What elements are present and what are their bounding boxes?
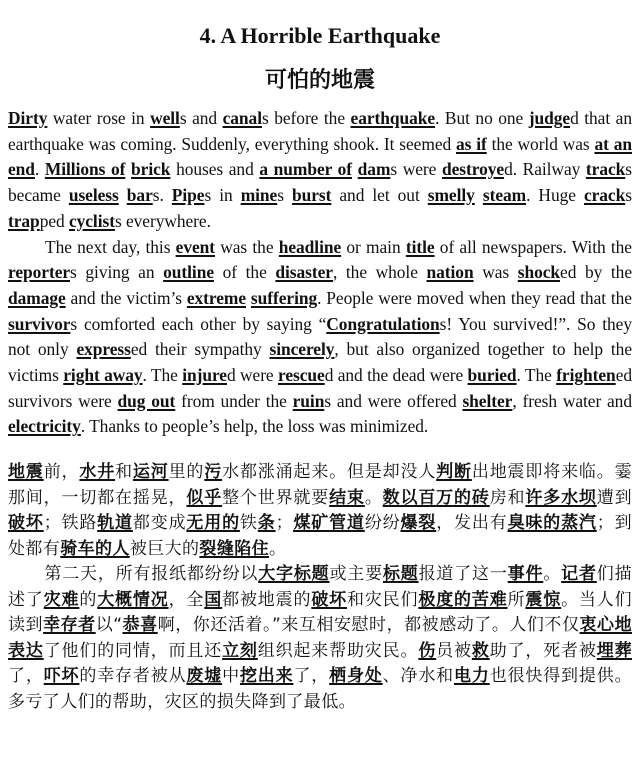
english-keyword: mine [240, 185, 278, 206]
chinese-text: 。 [543, 564, 562, 585]
chinese-keyword: 数以百万的 [382, 487, 472, 508]
english-word: ed survivors were [8, 365, 633, 411]
chinese-keyword: 地震 [8, 462, 44, 483]
chinese-text: 都变成 [132, 513, 187, 534]
english-word: s comforted each other by saying “ [70, 313, 327, 334]
english-keyword: dug out [117, 390, 176, 411]
english-word: the world was [486, 133, 595, 154]
english-keyword: shock [517, 262, 561, 283]
chinese-text: 中 [222, 666, 240, 687]
chinese-keyword: 臭味的蒸汽 [507, 513, 597, 534]
english-keyword: canal [222, 108, 262, 128]
english-keyword: well [150, 108, 180, 128]
chinese-text: 员被 [436, 640, 472, 661]
chinese-keyword: 爆裂 [400, 513, 437, 534]
english-keyword: shelter [462, 390, 513, 411]
english-word: s and were offered [324, 390, 463, 411]
english-paragraph-2 [8, 235, 632, 441]
english-keyword: cyclist [68, 210, 115, 231]
chinese-text: 助了，死者被 [489, 640, 597, 661]
chinese-keyword: 废墟 [186, 666, 223, 687]
chinese-text: 和 [115, 462, 133, 483]
chinese-text: 被巨大的 [129, 538, 200, 559]
english-keyword: destroye [441, 159, 505, 180]
chinese-text: 都被地震的 [222, 589, 312, 610]
english-keyword: judge [528, 108, 571, 128]
english-word: ed by the [560, 262, 632, 283]
english-keyword: sincerely [269, 339, 335, 360]
english-keyword: a number of [259, 159, 353, 180]
chinese-text: 。当人们读到 [8, 589, 633, 636]
english-keyword: Dirty [8, 108, 48, 128]
chinese-keyword: 管道 [329, 513, 365, 534]
english-word: s [277, 185, 292, 206]
english-keyword: at an end [8, 133, 632, 180]
chinese-keyword: 幸存者 [43, 615, 96, 636]
chinese-text: 啊，你还活着。”来互相安慰时，都被感动了。人们不仅 [157, 615, 580, 636]
chinese-keyword: 许多水坝 [525, 487, 597, 508]
chinese-text: ； [275, 513, 294, 534]
chinese-text: 纷纷 [364, 513, 401, 534]
english-word [475, 185, 483, 205]
english-keyword: headline [278, 236, 342, 257]
chinese-paragraph-1 [8, 460, 632, 562]
english-word: s everywhere. [114, 210, 211, 231]
english-word: of all newspapers. With the [434, 236, 632, 257]
chinese-keyword: 立刻 [222, 640, 258, 661]
chinese-keyword: 砖 [471, 487, 490, 508]
english-word [119, 185, 127, 205]
chinese-keyword: 破坏 [311, 589, 347, 610]
english-keyword: crack [583, 185, 626, 206]
english-word: . The [516, 365, 557, 386]
chinese-keyword: 裂缝陷住 [199, 538, 270, 559]
chinese-keyword: 水井 [79, 462, 116, 483]
chinese-text: 前， [43, 462, 80, 483]
chinese-keyword: 标题 [382, 564, 419, 585]
chinese-text: 报道了这一 [418, 564, 508, 585]
chinese-text: 和灾民们 [347, 589, 419, 610]
english-word: or main [341, 236, 406, 257]
chinese-keyword: 伤 [418, 640, 437, 661]
chinese-keyword: 灾难 [43, 589, 80, 610]
english-keyword: damage [8, 287, 66, 308]
english-keyword: extreme [186, 287, 247, 308]
english-word: s before the [261, 108, 351, 128]
english-keyword: electricity [8, 416, 81, 437]
english-word: . Thanks to people’s help, the loss was minimized. [80, 416, 429, 437]
english-paragraph-1 [8, 106, 632, 235]
english-word: The next day, this [45, 236, 176, 257]
english-word: and the victim’s [65, 287, 187, 308]
english-word: . Huge [526, 185, 584, 206]
english-word: s became [8, 159, 632, 206]
chinese-text: 以“ [95, 615, 123, 636]
chinese-text: ；铁路 [43, 513, 98, 534]
chinese-keyword: 大概情况 [97, 589, 169, 610]
english-keyword: smelly [427, 185, 475, 206]
chinese-text: 出地震即将来临。霎那间，一切都在摇晃， [8, 462, 632, 508]
english-keyword: right away [63, 365, 143, 386]
english-word: , fresh water and [512, 390, 632, 411]
english-word: . [34, 159, 45, 180]
chinese-text: 房和 [489, 487, 526, 508]
chinese-keyword: 轨道 [97, 513, 133, 534]
english-word: d were [226, 365, 278, 386]
english-keyword: reporter [8, 262, 71, 283]
english-word: s [625, 185, 632, 206]
english-word: d and the dead were [324, 365, 468, 386]
english-keyword: trap [8, 210, 40, 231]
chinese-keyword: 栖身处 [329, 666, 383, 687]
english-word: s. [152, 185, 172, 206]
english-word: of the [214, 262, 276, 283]
chinese-text: ，发出有 [436, 513, 508, 534]
page-title: 4. A Horrible Earthquake [199, 23, 441, 48]
english-keyword: survivor [8, 313, 71, 334]
chinese-keyword: 骑车的人 [60, 538, 130, 559]
chinese-keyword: 埋葬 [596, 640, 632, 661]
english-keyword: rescue [278, 365, 325, 386]
english-word: , the whole [332, 262, 427, 283]
english-word: s were [390, 159, 442, 180]
chinese-keyword: 条 [257, 513, 276, 534]
english-keyword: Pipe [171, 185, 205, 206]
chinese-text: 。 [269, 538, 287, 559]
chinese-text: 、净水和 [382, 666, 455, 687]
chinese-keyword: 衷心地表达 [8, 615, 632, 661]
chinese-keyword: 记者 [561, 564, 597, 585]
chinese-text: 或主要 [329, 564, 383, 585]
chinese-keyword: 恭喜 [122, 615, 158, 636]
chinese-keyword: 煤矿 [293, 513, 330, 534]
english-word: , but also organized together to help the victims [8, 339, 632, 386]
chinese-paragraph-2 [8, 562, 632, 715]
english-word: ed their sympathy [130, 339, 270, 360]
english-keyword: disaster [275, 262, 333, 283]
english-keyword: brick [131, 159, 171, 180]
chinese-keyword: 大字标题 [258, 564, 330, 585]
english-word: d. Railway [504, 159, 586, 180]
chinese-keyword: 判断 [436, 462, 472, 483]
chinese-keyword: 震惊 [525, 589, 562, 610]
english-keyword: buried [467, 365, 517, 386]
english-keyword: title [405, 236, 435, 257]
chinese-text: 整个世界就要 [222, 487, 330, 508]
english-keyword: event [175, 236, 216, 257]
chinese-keyword: 污 [204, 462, 223, 483]
english-word: . But no one [435, 108, 529, 128]
english-keyword: track [585, 159, 626, 180]
chinese-text: 了他们的同情，而且还 [43, 640, 223, 661]
chinese-text: 。 [364, 487, 383, 508]
english-word: s giving an [70, 262, 164, 283]
english-keyword: Congratulation [326, 313, 440, 334]
english-keyword: earthquake [350, 108, 436, 128]
english-word: s! You survived!”. So they not only [8, 313, 633, 360]
chinese-text: 的 [79, 589, 98, 610]
english-keyword: outline [163, 262, 214, 283]
chinese-keyword: 救 [471, 640, 490, 661]
chinese-text: 铁 [239, 513, 258, 534]
english-keyword: express [76, 339, 131, 360]
english-keyword: ruin [292, 390, 325, 411]
chinese-text: 第二天，所有报纸都纷纷以 [44, 564, 259, 585]
english-word: s and [179, 108, 223, 128]
english-keyword: frighten [556, 365, 616, 386]
chinese-title: 可怕的地震 [264, 68, 375, 93]
english-keyword: useless [68, 185, 119, 206]
english-keyword: burst [291, 185, 332, 206]
chinese-text: 所 [507, 589, 526, 610]
chinese-keyword: 国 [204, 589, 223, 610]
english-word: water rose in [47, 108, 151, 128]
english-word: was [473, 262, 518, 283]
english-keyword: steam [482, 185, 527, 206]
chinese-text: 了， [293, 666, 330, 687]
chinese-keyword: 结束 [329, 487, 365, 508]
chinese-text: 们描述了 [8, 564, 632, 610]
english-keyword: suffering [250, 287, 318, 308]
english-word: ped [39, 210, 69, 231]
chinese-keyword: 无用的 [186, 513, 240, 534]
chinese-keyword: 挖出来 [239, 666, 294, 687]
chinese-keyword: 电力 [454, 666, 490, 687]
chinese-keyword: 极度的苦难 [418, 589, 508, 610]
english-keyword: dam [357, 159, 391, 180]
chinese-text: 组织起来帮助灾民。 [257, 640, 419, 661]
chinese-keyword: 破坏 [8, 513, 44, 534]
chinese-text: 水都涨涌起来。但是却没人 [222, 462, 437, 483]
english-word: from under the [175, 390, 293, 411]
chinese-keyword: 吓坏 [43, 666, 80, 687]
chinese-keyword: 事件 [507, 564, 544, 585]
english-keyword: injure [182, 365, 227, 386]
chinese-text: 也很快得到提供。多亏了人们的帮助，灾区的损失降到了最低。 [8, 666, 632, 712]
chinese-text: 里的 [168, 462, 205, 483]
english-word: s in [204, 185, 241, 206]
chinese-text: 了， [8, 666, 44, 687]
english-word: was the [215, 236, 279, 257]
chinese-text: 的幸存者被从 [79, 666, 187, 687]
english-keyword: as if [455, 133, 487, 154]
chinese-keyword: 似乎 [186, 487, 223, 508]
english-word: d that an earthquake was coming. Suddenly, everything shook. It seemed [8, 108, 632, 154]
chinese-keyword: 运河 [132, 462, 169, 483]
english-word: . The [142, 365, 183, 386]
chinese-text: ，全 [168, 589, 205, 610]
english-keyword: Millions of [44, 159, 126, 180]
english-keyword: nation [426, 262, 474, 283]
english-word: houses and [170, 159, 260, 180]
english-keyword: bar [126, 185, 153, 206]
chinese-text: ；到处都有 [8, 513, 632, 559]
english-word: . People were moved when they read that the [317, 287, 632, 308]
chinese-text: 遭到 [596, 487, 632, 508]
english-word: and let out [331, 185, 428, 206]
